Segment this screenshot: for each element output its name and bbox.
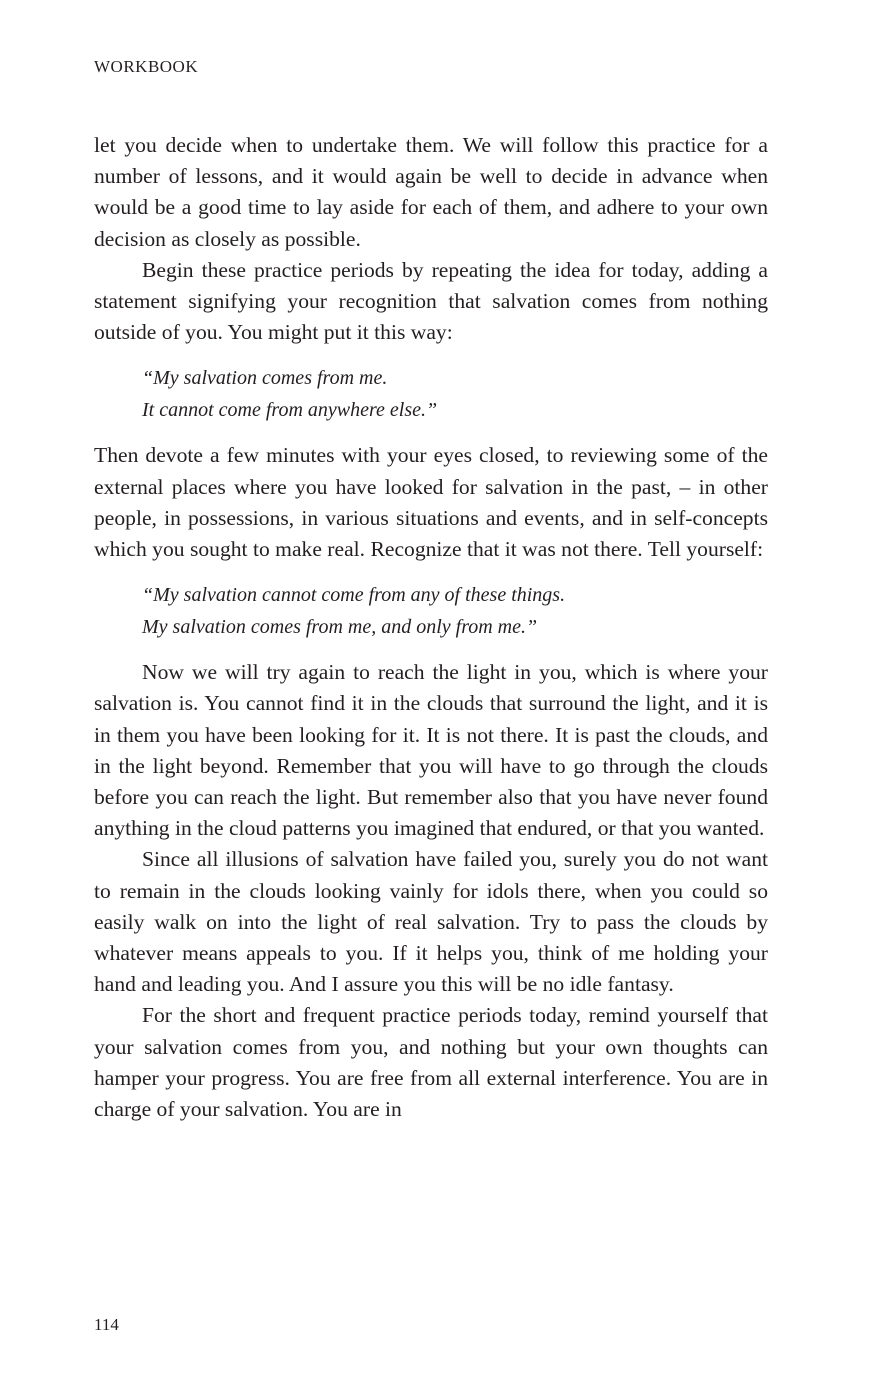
book-page [94,0,768,1382]
quote-2-line-1: “My salvation cannot come from any of these things. [142,584,566,607]
quote-1-line-1: “My salvation comes from me. [142,367,388,390]
body-text [94,130,768,1125]
paragraph-2: Begin these practice periods by repeating the idea for today, adding a statement signifying your recognition that salvation comes from nothing outside of you. You might put it this way: [94,257,768,345]
paragraph-5: Since all illusions of salvation have failed you, surely you do not want to remain in the clouds looking vainly for idols there, when you could so easily walk on into the light of real salvation. Try to pass the clouds by whatever means appeals to you. If it helps you, think of me holding your hand and leading you. And I assure you this will be no idle fantasy. [94,847,768,997]
page-number: 114 [94,1315,119,1334]
paragraph-1: let you decide when to undertake them. We will follow this practice for a number of lessons, and it would again be well to decide in advance when would be a good time to lay aside for each of them, and adhere to your own decision as closely as possible. [94,133,768,251]
quote-1-line-2: It cannot come from anywhere else.” [142,399,438,422]
quote-block-2 [142,579,768,643]
paragraph-4: Now we will try again to reach the light in you, which is where your salvation is. You cannot find it in the clouds that surround the light, and it is in them you have been looking for it. It is not there. It is past the clouds, and in the light beyond. Remember that you will have to go through the clouds before you can reach the light. But remember also that you have never found anything in the cloud patterns you imagined that endured, or that you wanted. [94,660,768,841]
quote-2-line-2: My salvation comes from me, and only from me.” [142,616,538,639]
paragraph-3: Then devote a few minutes with your eyes closed, to reviewing some of the external places where you have looked for salvation in the past, – in other people, in possessions, in various situations and events, and in self-concepts which you sought to make real. Recognize that it was not there. Tell yourself: [94,443,768,562]
paragraph-6: For the short and frequent practice periods today, remind yourself that your salvation comes from you, and nothing but your own thoughts can hamper your progress. You are free from all external interference. You are in charge of your salvation. You are in [94,1003,768,1122]
quote-block-1 [142,362,768,426]
running-header: WORKBOOK [94,57,199,76]
